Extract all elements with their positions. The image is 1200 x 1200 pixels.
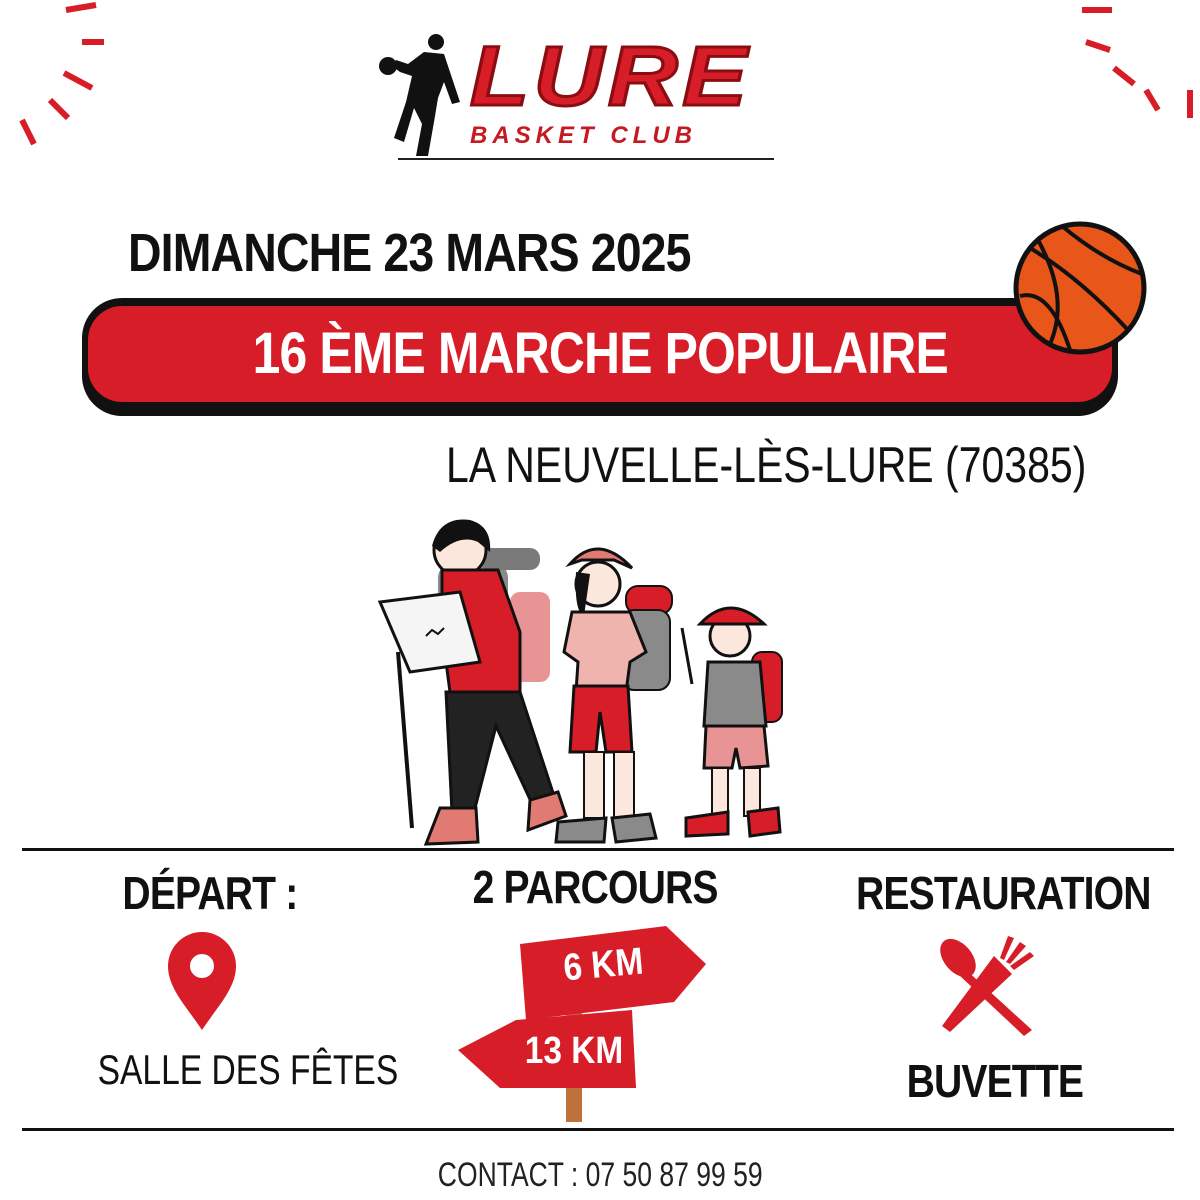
depart-heading-wrap xyxy=(60,866,360,920)
event-date: DIMANCHE 23 MARS 2025 xyxy=(128,223,691,283)
divider-bottom xyxy=(22,1128,1174,1131)
depart-heading: DÉPART : xyxy=(122,867,298,919)
parcours-heading-wrap xyxy=(440,860,750,914)
contact-wrap xyxy=(300,1156,900,1195)
spoon-fork-icon xyxy=(938,934,1042,1038)
event-title-wrap xyxy=(88,320,1112,387)
buvette-label: BUVETTE xyxy=(906,1055,1084,1107)
logo-underline xyxy=(398,158,774,160)
corner-dashes-left xyxy=(0,0,130,160)
depart-place: SALLE DES FÊTES xyxy=(97,1046,399,1093)
basketball-icon xyxy=(1010,218,1150,358)
hikers-illustration xyxy=(370,512,800,852)
event-title: 16 ÈME MARCHE POPULAIRE xyxy=(252,321,948,386)
depart-place-wrap xyxy=(60,1046,399,1094)
logo-title: LURE xyxy=(470,29,752,123)
restauration-heading-wrap xyxy=(830,866,1150,920)
parcours-heading: 2 PARCOURS xyxy=(472,861,718,913)
event-location: LA NEUVELLE-LÈS-LURE (70385) xyxy=(446,437,1087,493)
route-label-6km: 6 KM xyxy=(561,940,645,990)
logo-subtitle: BASKET CLUB xyxy=(470,122,697,149)
map-pin-icon xyxy=(166,930,238,1032)
basketball-player-icon xyxy=(374,32,470,158)
route-label-13km: 13 KM xyxy=(524,1030,624,1072)
corner-dashes-right xyxy=(1070,0,1200,130)
buvette-wrap xyxy=(840,1054,1150,1108)
divider-top xyxy=(22,848,1174,851)
restauration-heading: RESTAURATION xyxy=(855,867,1151,919)
contact-info: CONTACT : 07 50 87 99 59 xyxy=(437,1156,763,1194)
